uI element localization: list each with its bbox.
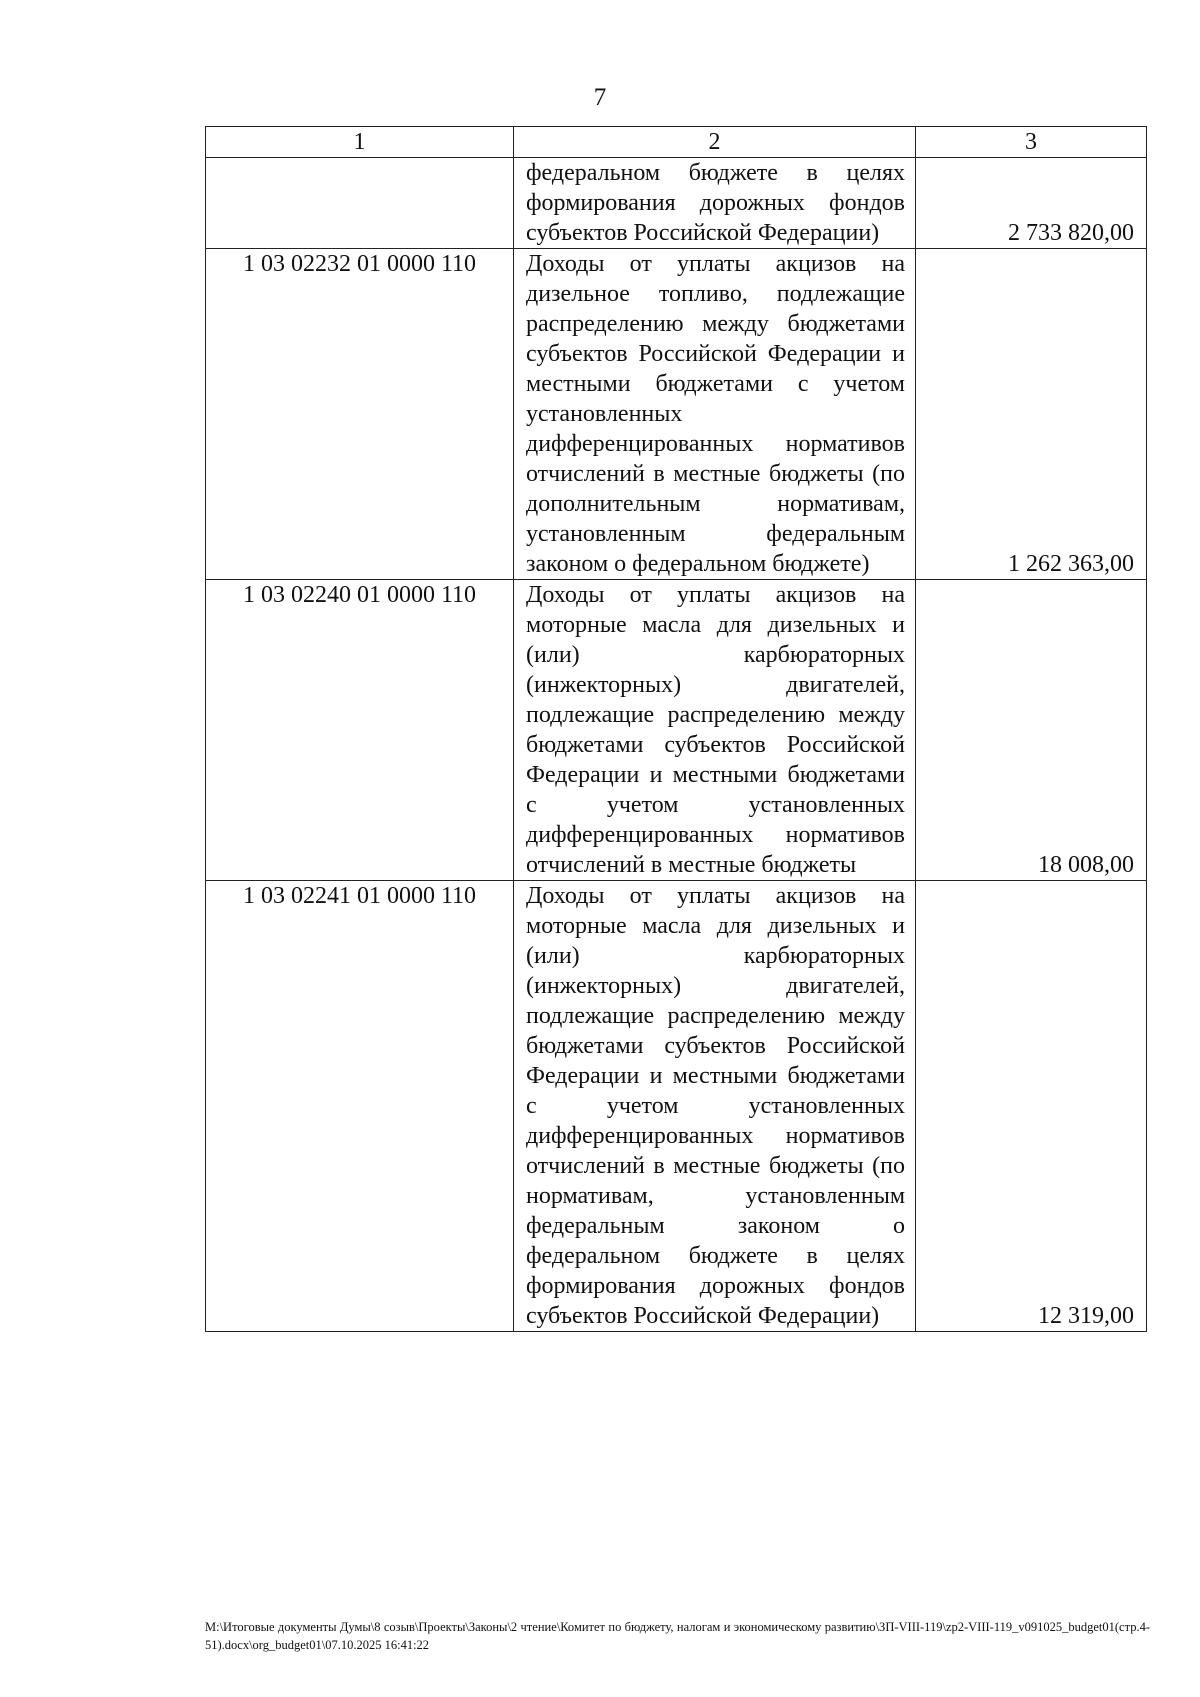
table-row (206, 158, 1147, 249)
revenue-amount: 1 262 363,00 (916, 249, 1147, 580)
revenue-amount: 12 319,00 (916, 881, 1147, 1332)
revenue-code: 1 03 02240 01 0000 110 (206, 580, 514, 881)
revenue-description: Доходы от уплаты акцизов на моторные масла для дизельных и (или) карбюраторных (инжекторных) двигателей, подлежащие распределению между бюджетами субъектов Российской Федерации и местными бюджетами с учетом установленных дифференцированных нормативов отчислений в местные бюджеты (514, 580, 916, 881)
revenue-description: федеральном бюджете в целях формирования дорожных фондов субъектов Российской Федерации) (514, 158, 916, 249)
column-header-3: 3 (916, 127, 1147, 158)
revenue-code: 1 03 02232 01 0000 110 (206, 249, 514, 580)
table-row (206, 580, 1147, 881)
revenue-code: 1 03 02241 01 0000 110 (206, 881, 514, 1332)
column-header-1: 1 (206, 127, 514, 158)
revenue-description: Доходы от уплаты акцизов на дизельное топливо, подлежащие распределению между бюджетами субъектов Российской Федерации и местными бюджетами с учетом установленных дифференцированных нормативов отчислений в местные бюджеты (по дополнительным нормативам, установленным федеральным законом о федеральном бюджете) (514, 249, 916, 580)
page-number: 7 (593, 84, 607, 111)
revenue-description: Доходы от уплаты акцизов на моторные масла для дизельных и (или) карбюраторных (инжекторных) двигателей, подлежащие распределению между бюджетами субъектов Российской Федерации и местными бюджетами с учетом установленных дифференцированных нормативов отчислений в местные бюджеты (по нормативам, установленным федеральным законом о федеральном бюджете в целях формирования дорожных фондов субъектов Российской Федерации) (514, 881, 916, 1332)
revenue-code (206, 158, 514, 249)
column-header-2: 2 (514, 127, 916, 158)
budget-table (205, 126, 1147, 1332)
revenue-amount: 18 008,00 (916, 580, 1147, 881)
table-row (206, 249, 1147, 580)
table-header-row (206, 127, 1147, 158)
revenue-amount: 2 733 820,00 (916, 158, 1147, 249)
table-row (206, 881, 1147, 1332)
file-path-footer: M:\Итоговые документы Думы\8 созыв\Проекты\Законы\2 чтение\Комитет по бюджету, налогам и экономическому развитию\ЗП-VIII-119\zp2-VIII-119_v091025_budget01(стр.4-51).docx\org_budget01\07.10.2025 16:41:22 (205, 1620, 1150, 1652)
